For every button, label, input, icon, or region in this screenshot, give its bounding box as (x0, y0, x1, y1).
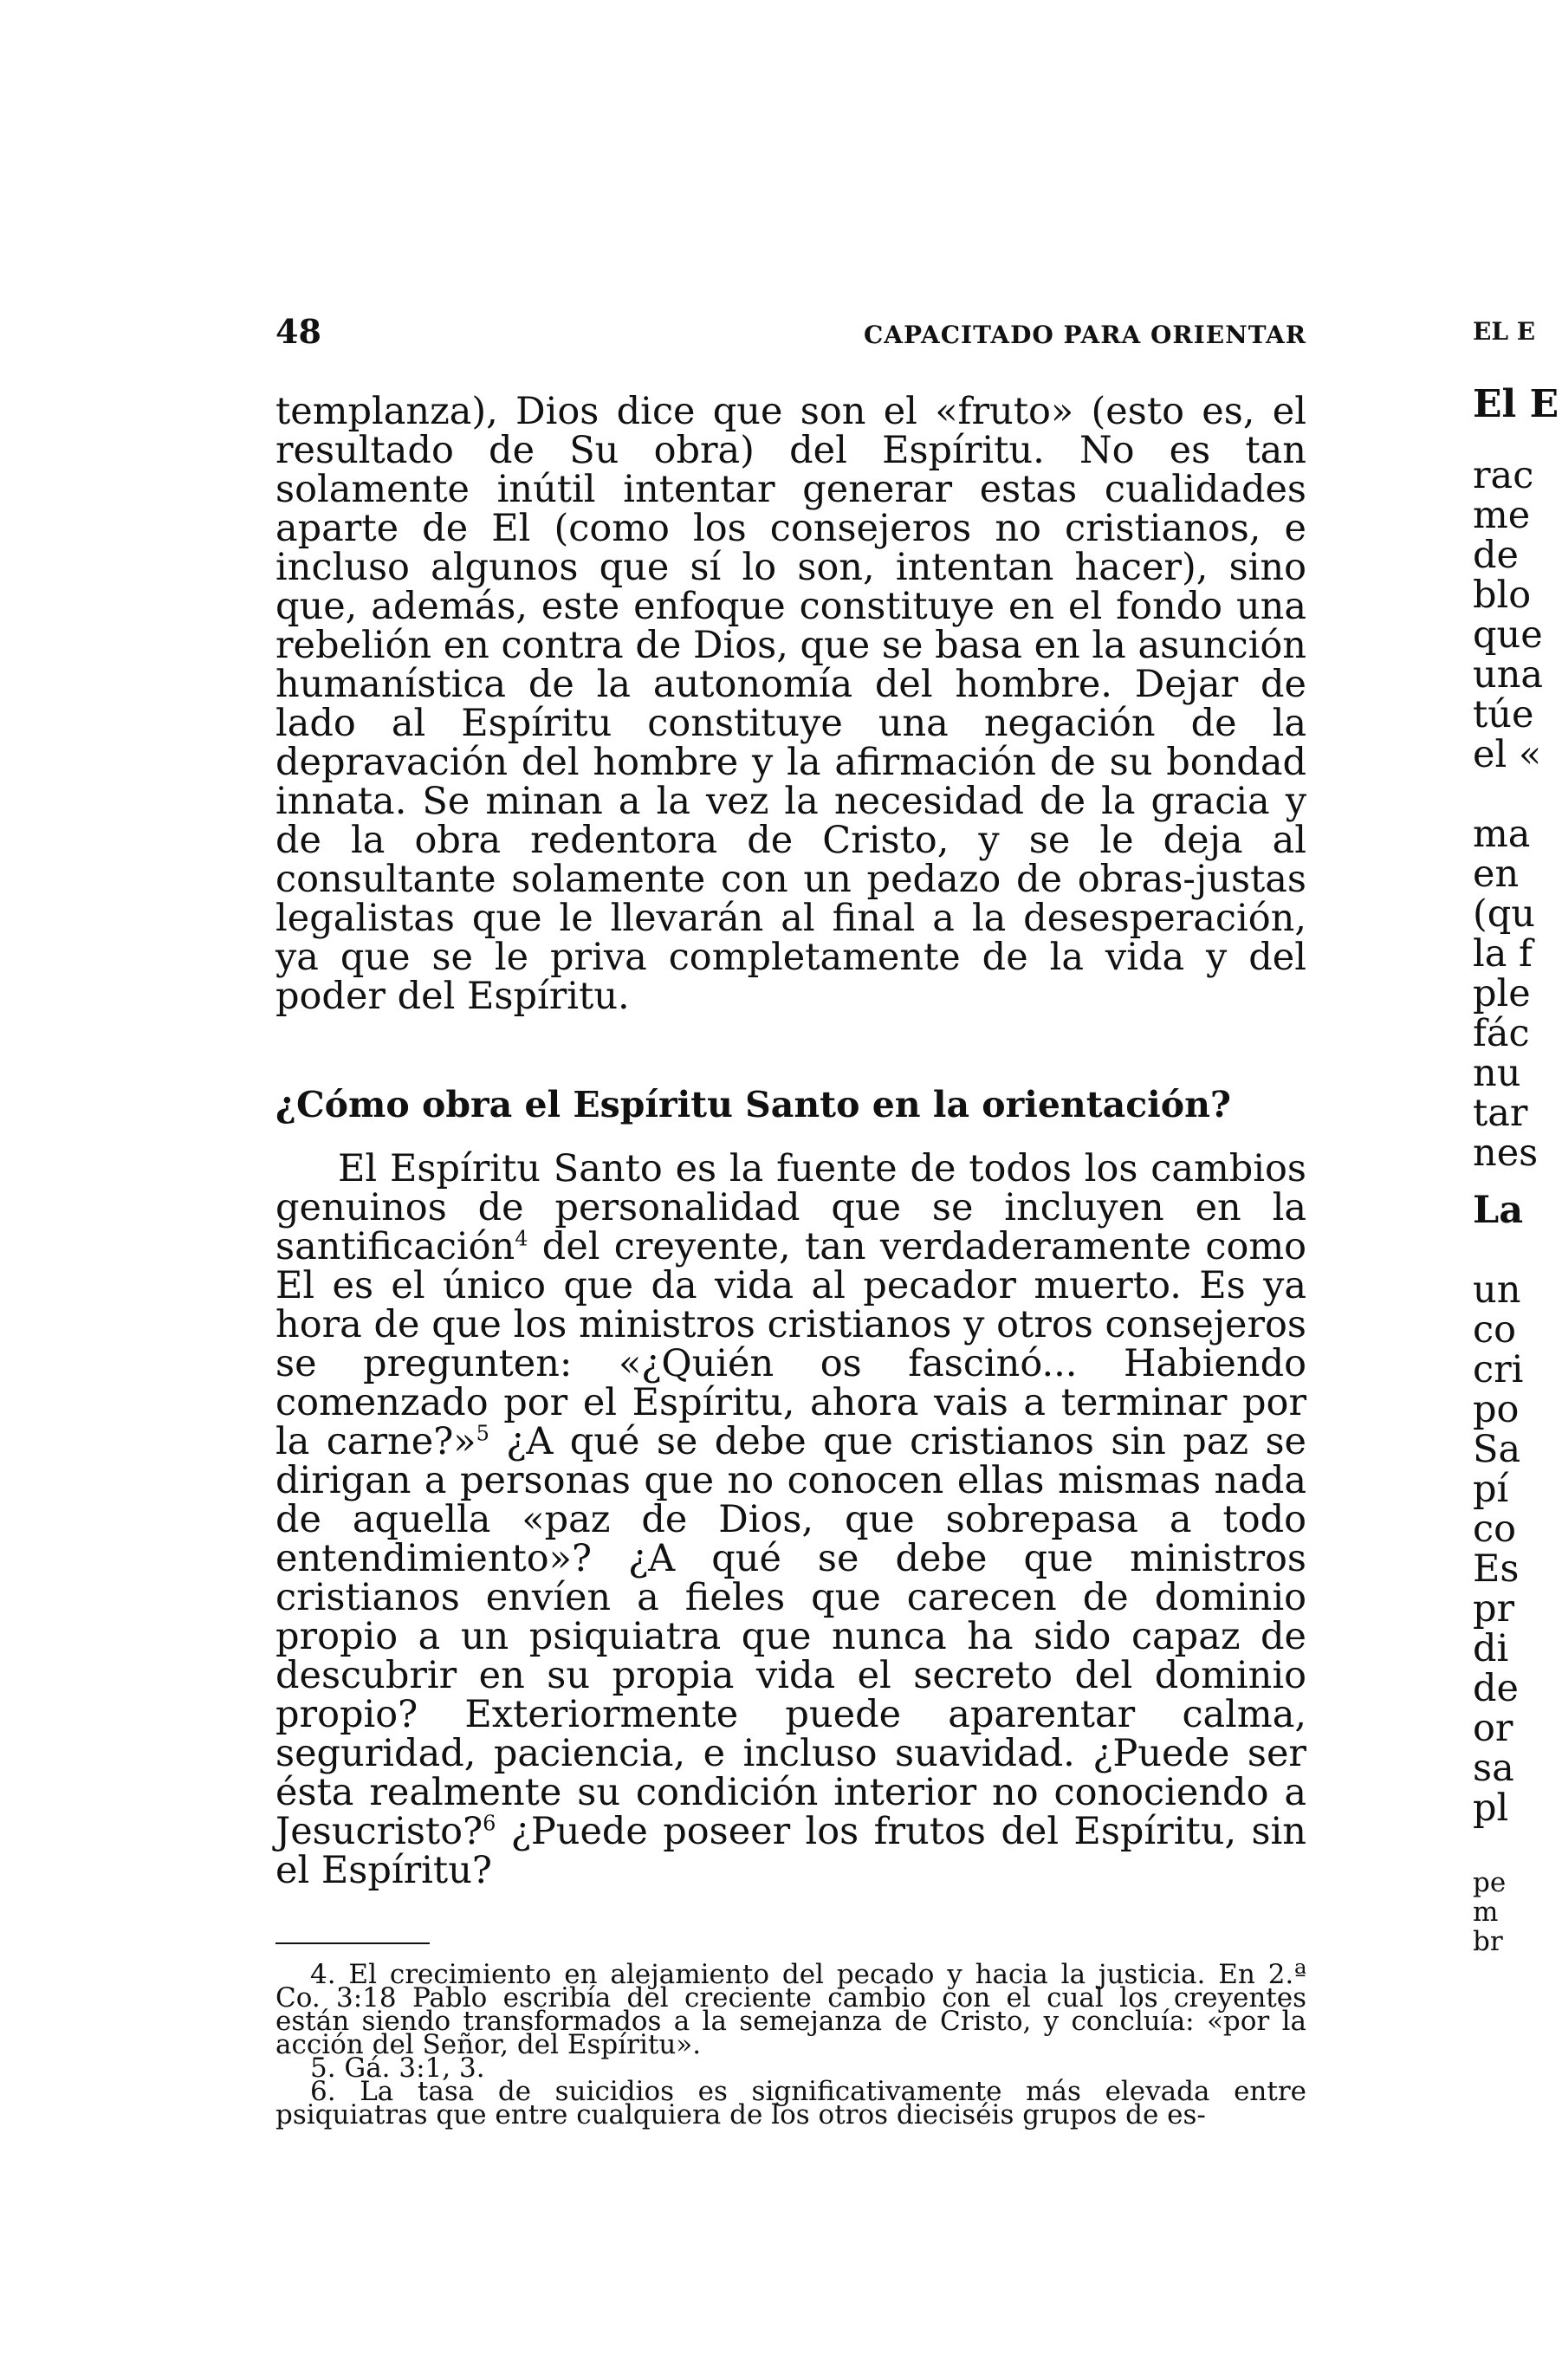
adjacent-line: blo (1473, 574, 1532, 617)
footnote-ref-6: 6 (483, 1811, 496, 1836)
footnote-rule (275, 1942, 430, 1944)
footnotes (275, 1959, 1306, 2130)
adjacent-line: fác (1473, 1012, 1530, 1055)
adjacent-line: di (1473, 1627, 1509, 1670)
adjacent-line: de (1473, 1667, 1519, 1710)
footnote-5: 5. Gá. 3:1, 3. (310, 2053, 485, 2084)
adjacent-line: el « (1473, 733, 1542, 776)
adjacent-line: co (1473, 1508, 1516, 1551)
paragraph-2-part-2: del creyente, tan verdaderamente como El es el único que da vida al pecador muerto. Es ya hora de que los ministros cristianos y otros consejeros se pregunten: «¿Quién os fascinó... Habiendo comenzado por el Espíritu, ahora vais a terminar por la carne?» (275, 1225, 1306, 1463)
adjacent-line: (qu (1473, 892, 1535, 936)
adjacent-line: pr (1473, 1587, 1515, 1631)
adjacent-line: co (1473, 1308, 1516, 1352)
footnote-ref-4: 4 (515, 1226, 528, 1251)
adjacent-line: que (1473, 613, 1543, 657)
adjacent-line: una (1473, 653, 1544, 697)
adjacent-page-fragment (1473, 312, 1562, 1956)
adjacent-line: nu (1473, 1052, 1521, 1095)
adjacent-line: po (1473, 1388, 1520, 1431)
adjacent-line: en (1473, 853, 1520, 896)
adjacent-line: ma (1473, 813, 1531, 856)
adjacent-line: de (1473, 534, 1519, 577)
adjacent-line: pl (1473, 1787, 1509, 1830)
footnote-6: 6. La tasa de suicidios es significativamente más elevada entre psiquiatras que entre cualquiera de los otros dieciséis grupos de es- (275, 2076, 1306, 2130)
page-number: 48 (275, 312, 321, 351)
adjacent-line: me (1473, 494, 1531, 537)
paragraph-1: templanza), Dios dice que son el «fruto» (esto es, el resultado de Su obra) del Espíritu. No es tan solamente inútil intentar generar estas cualidades aparte de El (como los consejeros no cristianos, e incluso algunos que sí lo son, intentan hacer), sino que, además, este enfoque constituye en el fondo una rebelión en contra de Dios, que se basa en la asunción humanística de la autonomía del hombre. Dejar de lado al Espíritu constituye una negación de la depravación del hombre y la afirmación de su bondad innata. Se minan a la vez la necesidad de la gracia y de la obra redentora de Cristo, y se le deja al consultante solamente con un pedazo de obras-justas legalistas que le llevarán al final a la desesperación, ya que se le priva completamente de la vida y del poder del Espíritu. (275, 390, 1306, 1018)
adjacent-line: tar (1473, 1092, 1528, 1135)
adjacent-line: nes (1473, 1132, 1539, 1175)
section-heading: ¿Cómo obra el Espíritu Santo en la orientación? (275, 1084, 1231, 1125)
paragraph-2 (275, 1147, 1306, 1892)
adjacent-line: sa (1473, 1747, 1514, 1790)
running-head: CAPACITADO PARA ORIENTAR (863, 321, 1306, 349)
page-header (275, 312, 1306, 351)
adjacent-line: or (1473, 1707, 1513, 1750)
footnote-4: 4. El crecimiento en alejamiento del pecado y hacia la justicia. En 2.ª Co. 3:18 Pablo escribía del creciente cambio con el cual los creyentes están siendo transformados a la semejanza de Cristo, y concluía: «por la acción del Señor, del Espíritu». (275, 1959, 1306, 2060)
adjacent-gap (1473, 775, 1562, 814)
paragraph-2-part-4: ¿Puede poseer los frutos del Espíritu, sin el Espíritu? (275, 1810, 1306, 1892)
paragraph-2-part-1: El Espíritu Santo es la fuente de todos los cambios genuinos de personalidad que se incluyen en la santificación (275, 1147, 1306, 1268)
adjacent-line: Sa (1473, 1428, 1521, 1471)
adjacent-line: rac (1473, 454, 1534, 497)
main-page (275, 312, 1306, 2130)
adjacent-line: pí (1473, 1468, 1509, 1511)
adjacent-subheading: La (1473, 1189, 1524, 1232)
adjacent-gap (1473, 1828, 1562, 1868)
adjacent-line: cri (1473, 1348, 1524, 1391)
adjacent-title: El E (1473, 382, 1559, 426)
adjacent-line: Es (1473, 1547, 1520, 1591)
adjacent-line: un (1473, 1268, 1521, 1312)
footnote-ref-5: 5 (476, 1421, 489, 1446)
adjacent-note: br (1473, 1926, 1503, 1956)
adjacent-note: pe (1473, 1867, 1507, 1898)
paragraph-2-part-3: ¿A qué se debe que cristianos sin paz se dirigan a personas que no conocen ellas mismas nada de aquella «paz de Dios, que sobrepasa a todo entendimiento»? ¿A qué se debe que ministros cristianos envíen a fieles que carecen de dominio propio a un psiquiatra que nunca ha sido capaz de descubrir en su propia vida el secreto del dominio propio? Exteriormente puede aparentar calma, seguridad, paciencia, e incluso suavidad. ¿Puede ser ésta realmente su condición interior no conociendo a Jesucristo? (275, 1420, 1306, 1853)
adjacent-note: m (1473, 1897, 1499, 1928)
adjacent-line: la f (1473, 932, 1533, 976)
adjacent-running-head: EL E (1473, 317, 1536, 346)
adjacent-line: túe (1473, 693, 1534, 736)
adjacent-line: ple (1473, 972, 1531, 1015)
